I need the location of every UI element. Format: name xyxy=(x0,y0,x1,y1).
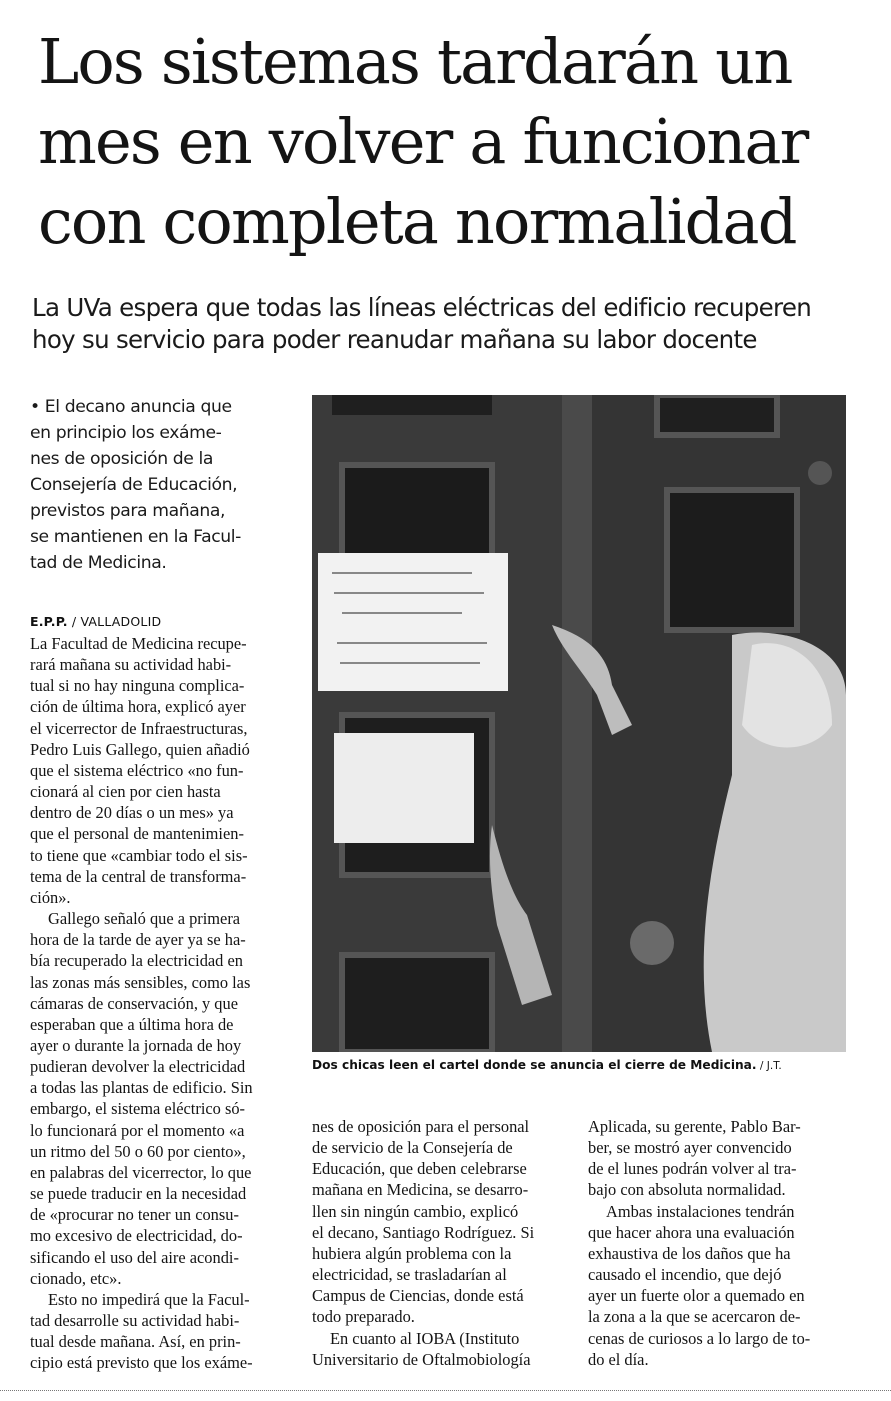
text-line: sificando el uso del aire acondi- xyxy=(30,1247,239,1267)
text-line: que el sistema eléctrico «no fun- xyxy=(30,760,244,780)
text-line: hubiera algún problema con la xyxy=(312,1243,512,1263)
news-photo xyxy=(312,395,846,1052)
text-line: cipio está previsto que los exáme- xyxy=(30,1353,253,1373)
text-line: tual desde mañana. Así, en prin- xyxy=(30,1332,241,1352)
article-column-2 xyxy=(312,1116,570,1370)
text-line: un ritmo del 50 o 60 por ciento», xyxy=(30,1141,246,1161)
text-line: do el día. xyxy=(588,1349,649,1369)
text-line: tual si no hay ninguna complica- xyxy=(30,676,245,696)
text-line: el vicerrector de Infraestructuras, xyxy=(30,718,248,738)
text-line: la zona a la que se acercaron de- xyxy=(588,1307,801,1327)
text-line: Esto no impedirá que la Facul- xyxy=(48,1289,250,1309)
text-line: de el lunes podrán volver al tra- xyxy=(588,1159,797,1179)
highlight-line: Consejería de Educación, xyxy=(30,475,238,495)
text-line: todo preparado. xyxy=(312,1307,415,1327)
text-line: tad desarrolle su actividad habi- xyxy=(30,1311,240,1330)
door-photo-illustration xyxy=(312,395,846,1052)
highlight-line: • El decano anuncia que xyxy=(30,397,232,417)
subheadline-line: hoy su servicio para poder reanudar mañana su labor docente xyxy=(32,325,757,354)
text-line: mo excesivo de electricidad, do- xyxy=(30,1226,243,1246)
text-line: ción». xyxy=(30,887,71,907)
text-line: que el personal de mantenimien- xyxy=(30,824,244,844)
text-line: Pedro Luis Gallego, quien añadió xyxy=(30,739,250,759)
text-line: esperaban que a última hora de xyxy=(30,1014,234,1034)
text-line: ayer un fuerte olor a quemado en xyxy=(588,1286,805,1306)
article-column-1 xyxy=(30,633,293,1373)
byline-location: VALLADOLID xyxy=(80,614,162,629)
subheadline xyxy=(32,292,872,356)
text-line: el decano, Santiago Rodríguez. Si xyxy=(312,1222,535,1242)
caption-text: Dos chicas leen el cartel donde se anuncia el cierre de Medicina. xyxy=(312,1058,757,1072)
text-line: nes de oposición para el personal xyxy=(312,1117,530,1136)
byline-separator: / xyxy=(67,614,81,629)
highlight-box xyxy=(30,394,292,576)
text-line: llen sin ningún cambio, explicó xyxy=(312,1201,519,1221)
text-line: hora de la tarde de ayer ya se ha- xyxy=(30,930,246,950)
text-line: En cuanto al IOBA (Instituto xyxy=(330,1328,520,1348)
text-line: ber, se mostró ayer convencido xyxy=(588,1138,792,1158)
text-line: causado el incendio, que dejó xyxy=(588,1265,782,1285)
text-line: Campus de Ciencias, donde está xyxy=(312,1286,524,1306)
text-line: mañana en Medicina, se desarro- xyxy=(312,1180,529,1200)
text-line: Gallego señaló que a primera xyxy=(48,909,241,929)
photo-credit: / J.T. xyxy=(756,1060,782,1072)
photo-caption xyxy=(312,1058,872,1072)
text-line: dentro de 20 días o un mes» ya xyxy=(30,803,234,823)
text-line: de servicio de la Consejería de xyxy=(312,1138,513,1158)
text-line: Aplicada, su gerente, Pablo Bar- xyxy=(588,1117,801,1136)
text-line: La Facultad de Medicina recupe- xyxy=(30,634,247,653)
text-line: embargo, el sistema eléctrico só- xyxy=(30,1099,245,1119)
text-line: to tiene que «cambiar todo el sis- xyxy=(30,845,248,865)
highlight-line: se mantienen en la Facul- xyxy=(30,527,241,547)
text-line: bajo con absoluta normalidad. xyxy=(588,1180,786,1200)
text-line: que hacer ahora una evaluación xyxy=(588,1222,795,1242)
text-line: cámaras de conservación, y que xyxy=(30,993,238,1013)
byline xyxy=(30,614,161,629)
text-line: pudieran devolver la electricidad xyxy=(30,1057,246,1077)
text-line: electricidad, se trasladarían al xyxy=(312,1265,507,1285)
headline-line: Los sistemas tardarán un xyxy=(38,25,792,98)
text-line: las zonas más sensibles, como las xyxy=(30,972,251,992)
text-line: lo funcionará por el momento «a xyxy=(30,1120,245,1140)
text-line: cionado, etc». xyxy=(30,1268,122,1288)
text-line: tema de la central de transforma- xyxy=(30,866,247,886)
text-line: ayer o durante la jornada de hoy xyxy=(30,1035,242,1055)
highlight-line: previstos para mañana, xyxy=(30,501,226,521)
headline-line: mes en volver a funcionar xyxy=(38,105,808,178)
bottom-rule xyxy=(0,1390,891,1392)
byline-author: E.P.P. xyxy=(30,614,68,629)
text-line: cenas de curiosos a lo largo de to- xyxy=(588,1328,811,1348)
text-line: rará mañana su actividad habi- xyxy=(30,655,232,675)
subheadline-line: La UVa espera que todas las líneas eléctricas del edificio recuperen xyxy=(32,293,812,322)
text-line: bía recuperado la electricidad en xyxy=(30,951,243,971)
text-line: de «procurar no tener un consu- xyxy=(30,1205,239,1225)
headline-line: con completa normalidad xyxy=(38,185,796,258)
text-line: se puede traducir en la necesidad xyxy=(30,1184,247,1204)
highlight-line: nes de oposición de la xyxy=(30,449,214,469)
article-column-3 xyxy=(588,1116,850,1370)
highlight-line: en principio los exáme- xyxy=(30,423,222,443)
text-line: exhaustiva de los daños que ha xyxy=(588,1243,791,1263)
text-line: ción de última hora, explicó ayer xyxy=(30,697,246,717)
text-line: cionará al cien por cien hasta xyxy=(30,782,221,802)
highlight-line: tad de Medicina. xyxy=(30,553,167,573)
text-line: Ambas instalaciones tendrán xyxy=(606,1201,795,1221)
headline xyxy=(38,22,858,262)
text-line: en palabras del vicerrector, lo que xyxy=(30,1162,252,1182)
text-line: Educación, que deben celebrarse xyxy=(312,1159,527,1179)
text-line: Universitario de Oftalmobiología xyxy=(312,1349,531,1369)
text-line: a todas las plantas de edificio. Sin xyxy=(30,1078,253,1098)
